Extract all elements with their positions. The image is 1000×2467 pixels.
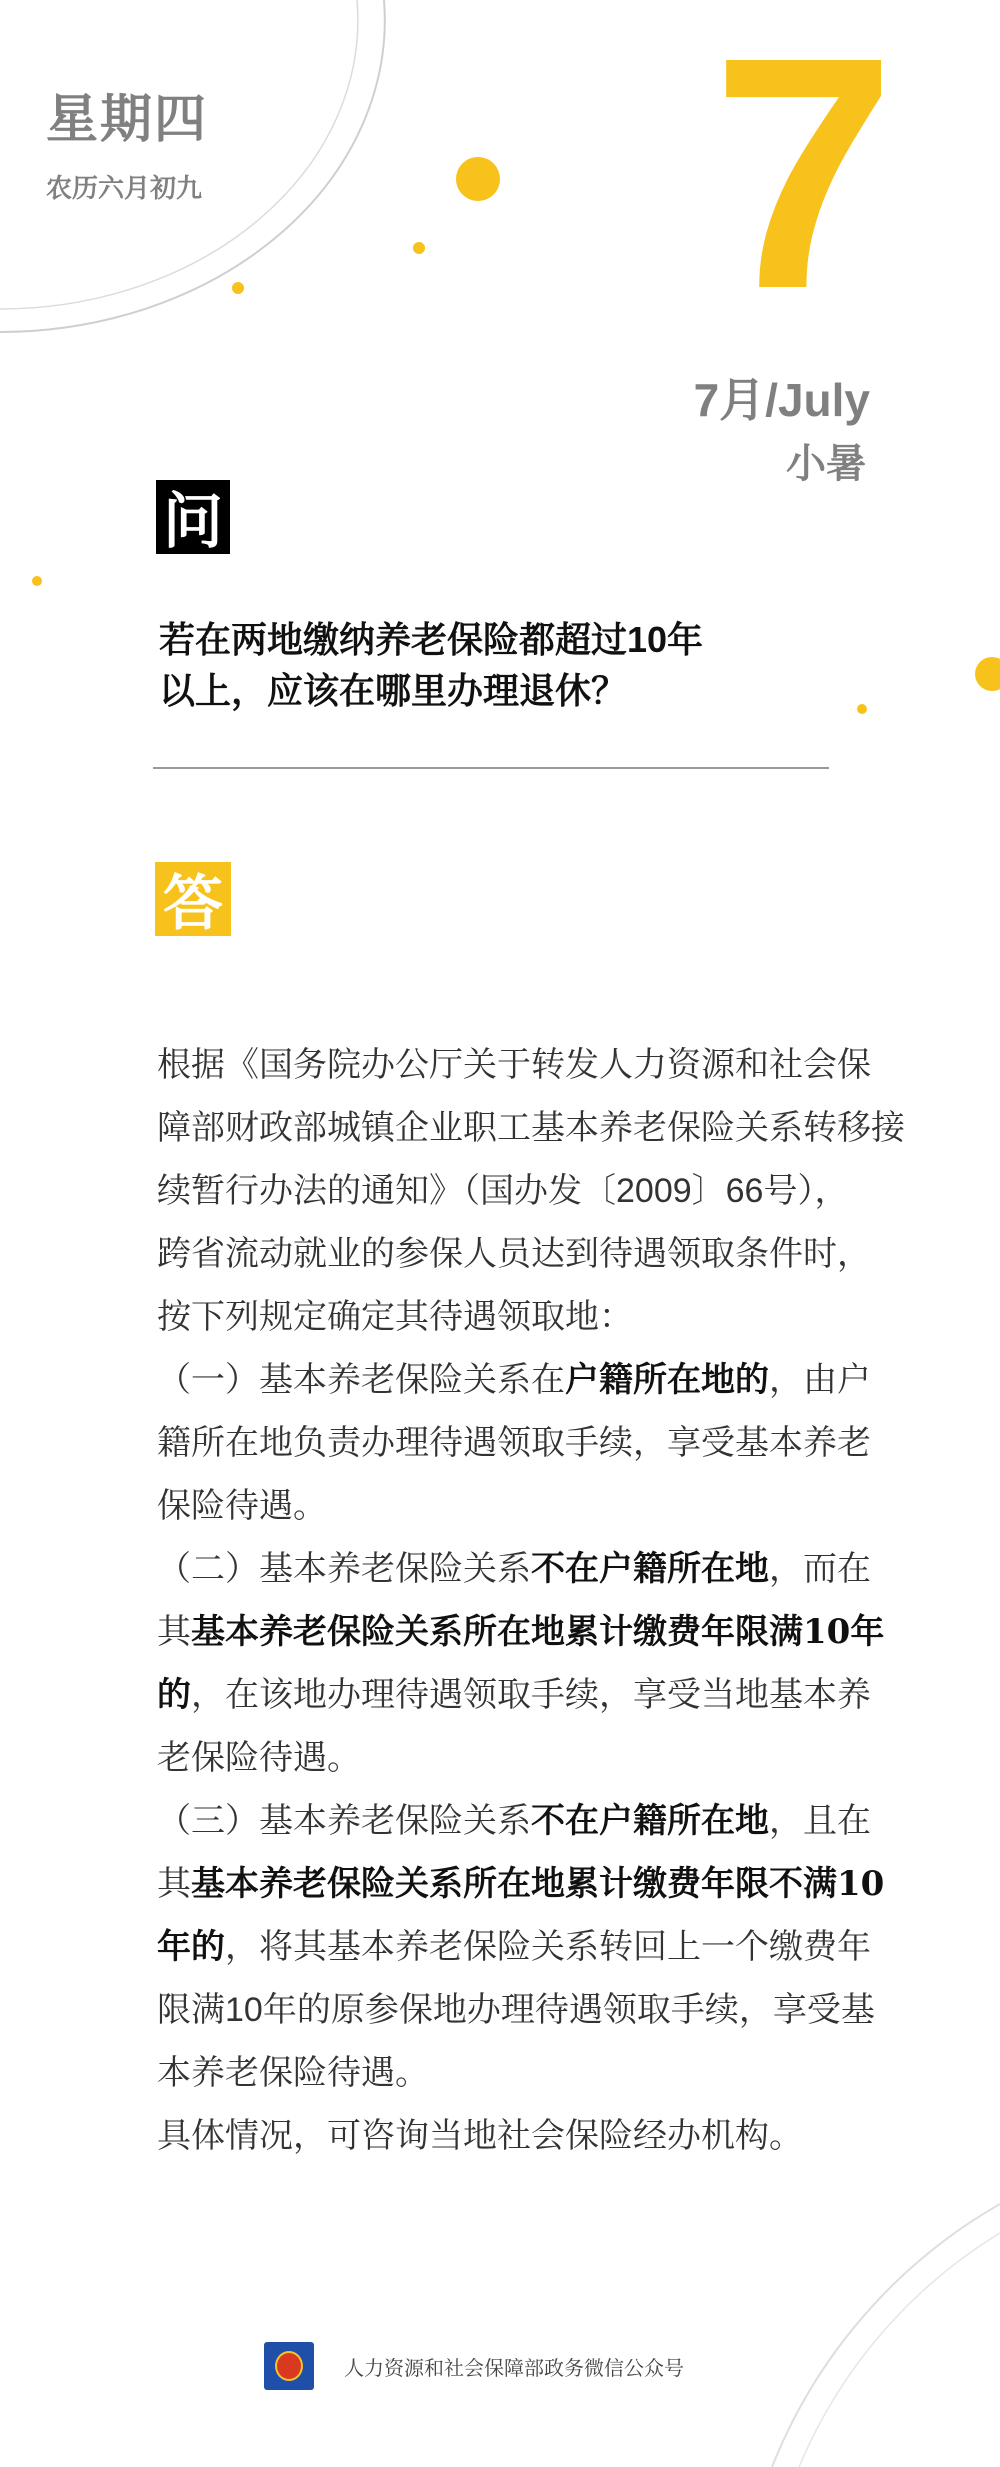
arc-bottom-inner	[799, 2233, 1000, 2467]
answer-line	[157, 1475, 877, 1538]
arc-top-inner	[0, 0, 358, 309]
dot	[857, 704, 867, 714]
answer-text: 籍所在地负责办理待遇领取手续，享受基本养老	[157, 1424, 871, 1462]
answer-line	[157, 1538, 877, 1601]
answer-line	[157, 1349, 877, 1412]
answer-bold-text: 不在户籍所在地	[531, 1549, 769, 1589]
answer-text: 限满10年的原参保地办理待遇领取手续，享受基	[157, 1991, 875, 2029]
dot	[975, 657, 1000, 691]
question-icon-char: 问	[163, 488, 223, 555]
solar-term: 小暑	[786, 442, 866, 486]
answer-bold-text: 基本养老保险关系所在地累计缴费年限不满10	[191, 1864, 885, 1904]
answer-text: 具体情况，可咨询当地社会保险经办机构。	[157, 2117, 803, 2155]
answer-line	[157, 1727, 877, 1790]
answer-text: （一）基本养老保险关系在	[157, 1361, 565, 1399]
footer-source: 人力资源和社会保障部政务微信公众号	[344, 2357, 684, 2380]
question-text	[159, 614, 703, 716]
answer-line	[157, 1916, 877, 1979]
answer-bold-text: 的	[157, 1675, 191, 1715]
weekday: 星期四	[46, 91, 209, 149]
answer-icon	[155, 862, 231, 936]
answer-line	[157, 1034, 877, 1097]
answer-line	[157, 1790, 877, 1853]
answer-text: ，将其基本养老保险关系转回上一个缴费年	[225, 1928, 871, 1966]
answer-line	[157, 1979, 877, 2042]
dot	[413, 242, 425, 254]
answer-text: ，而在	[769, 1550, 871, 1588]
answer-text: 障部财政部城镇企业职工基本养老保险关系转移接	[157, 1109, 905, 1147]
answer-text: 续暂行办法的通知》（国办发〔2009〕66号），	[157, 1172, 849, 1210]
answer-line	[157, 1412, 877, 1475]
answer-text: 本养老保险待遇。	[157, 2054, 429, 2092]
answer-text: ，在该地办理待遇领取手续，享受当地基本养	[191, 1676, 871, 1714]
answer-body	[157, 1034, 905, 2168]
answer-line	[157, 2042, 877, 2105]
arc-bottom-outer	[772, 2204, 1000, 2467]
answer-text: （二）基本养老保险关系	[157, 1550, 531, 1588]
answer-line	[157, 1853, 885, 1916]
answer-text: 保险待遇。	[157, 1487, 327, 1525]
answer-line	[157, 1664, 877, 1727]
ministry-emblem-icon	[264, 2342, 314, 2390]
month-label: 7月/July	[693, 374, 870, 426]
answer-text: 按下列规定确定其待遇领取地：	[157, 1298, 633, 1336]
divider	[153, 767, 829, 769]
arc-top-outer	[0, 0, 385, 332]
answer-text: 其	[157, 1613, 191, 1651]
question-icon	[156, 480, 230, 554]
answer-icon-char: 答	[163, 870, 223, 937]
question-line: 若在两地缴纳养老保险都超过10年	[159, 619, 704, 660]
answer-text: （三）基本养老保险关系	[157, 1802, 531, 1840]
answer-text: 老保险待遇。	[157, 1739, 361, 1777]
answer-bold-text: 基本养老保险关系所在地累计缴费年限满10年	[191, 1612, 885, 1652]
answer-text: ，且在	[769, 1802, 871, 1840]
dot	[32, 576, 42, 586]
lunar-date: 农历六月初九	[46, 173, 203, 203]
answer-line	[157, 2105, 877, 2168]
answer-bold-text: 年的	[157, 1927, 225, 1967]
answer-line	[157, 1286, 877, 1349]
footer	[264, 2342, 684, 2390]
answer-bold-text: 户籍所在地的	[565, 1360, 769, 1400]
dot	[456, 157, 500, 201]
answer-text: 其	[157, 1865, 191, 1903]
dot	[232, 282, 244, 294]
answer-text: ，由户	[769, 1361, 871, 1399]
day-number: 7	[712, 0, 896, 357]
answer-line	[157, 1601, 885, 1664]
question-line: 以上，应该在哪里办理退休？	[159, 670, 628, 711]
answer-line	[157, 1097, 905, 1160]
answer-line	[157, 1223, 877, 1286]
answer-line	[157, 1160, 877, 1223]
answer-text: 跨省流动就业的参保人员达到待遇领取条件时，	[157, 1235, 871, 1273]
answer-bold-text: 不在户籍所在地	[531, 1801, 769, 1841]
answer-text: 根据《国务院办公厅关于转发人力资源和社会保	[157, 1046, 871, 1084]
